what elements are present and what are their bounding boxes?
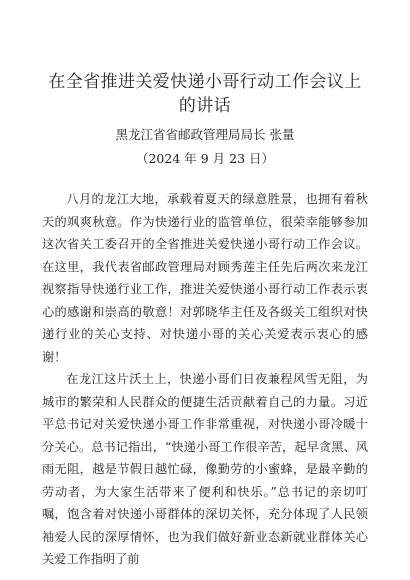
- document-date: （2024 年 9 月 23 日）: [135, 151, 275, 166]
- body-paragraph-2: 在龙江这片沃土上，快递小哥们日夜兼程风雪无阻，为城市的繁荣和人民群众的便捷生活贡献着自己的力量。习近平总书记对关爱快递小哥工作非常重视，对快递小哥冷暖十分关心。总书记指出，“快递小哥工作很辛苦，起早贪黑、风雨无阻，越是节假日越忙碌，像勤劳的小蜜蜂，是最辛勤的劳动者，为大家生活带来了便利和快乐。”总书记的亲切叮嘱，饱含着对快递小哥群体的深切关怀，充分体现了人民领袖爱人民的深厚情怀，也为我们做好新业态新就业群体关心关爱工作指明了前: [42, 372, 368, 566]
- body-paragraph-1: 八月的龙江大地，承载着夏天的绿意胜景，也拥有着秋天的飒爽秋意。作为快递行业的监管单位，很荣幸能够参加这次省关工委召开的全省推进关爱快递小哥行动工作会议。在这里，我代表省邮政管理局对顾秀莲主任先后两次来龙江视察指导快递行业工作，推进关爱快递小哥行动工作表示衷心的感谢和崇高的敬意！对郭晓华主任及各级关工组织对快递行业的关心支持、对快递小哥的关心关爱表示衷心的感谢！: [42, 192, 368, 364]
- document-author: 黑龙江省省邮政管理局局长 张量: [115, 127, 295, 142]
- document-title: 在全省推进关爱快递小哥行动工作会议上的讲话: [48, 72, 362, 116]
